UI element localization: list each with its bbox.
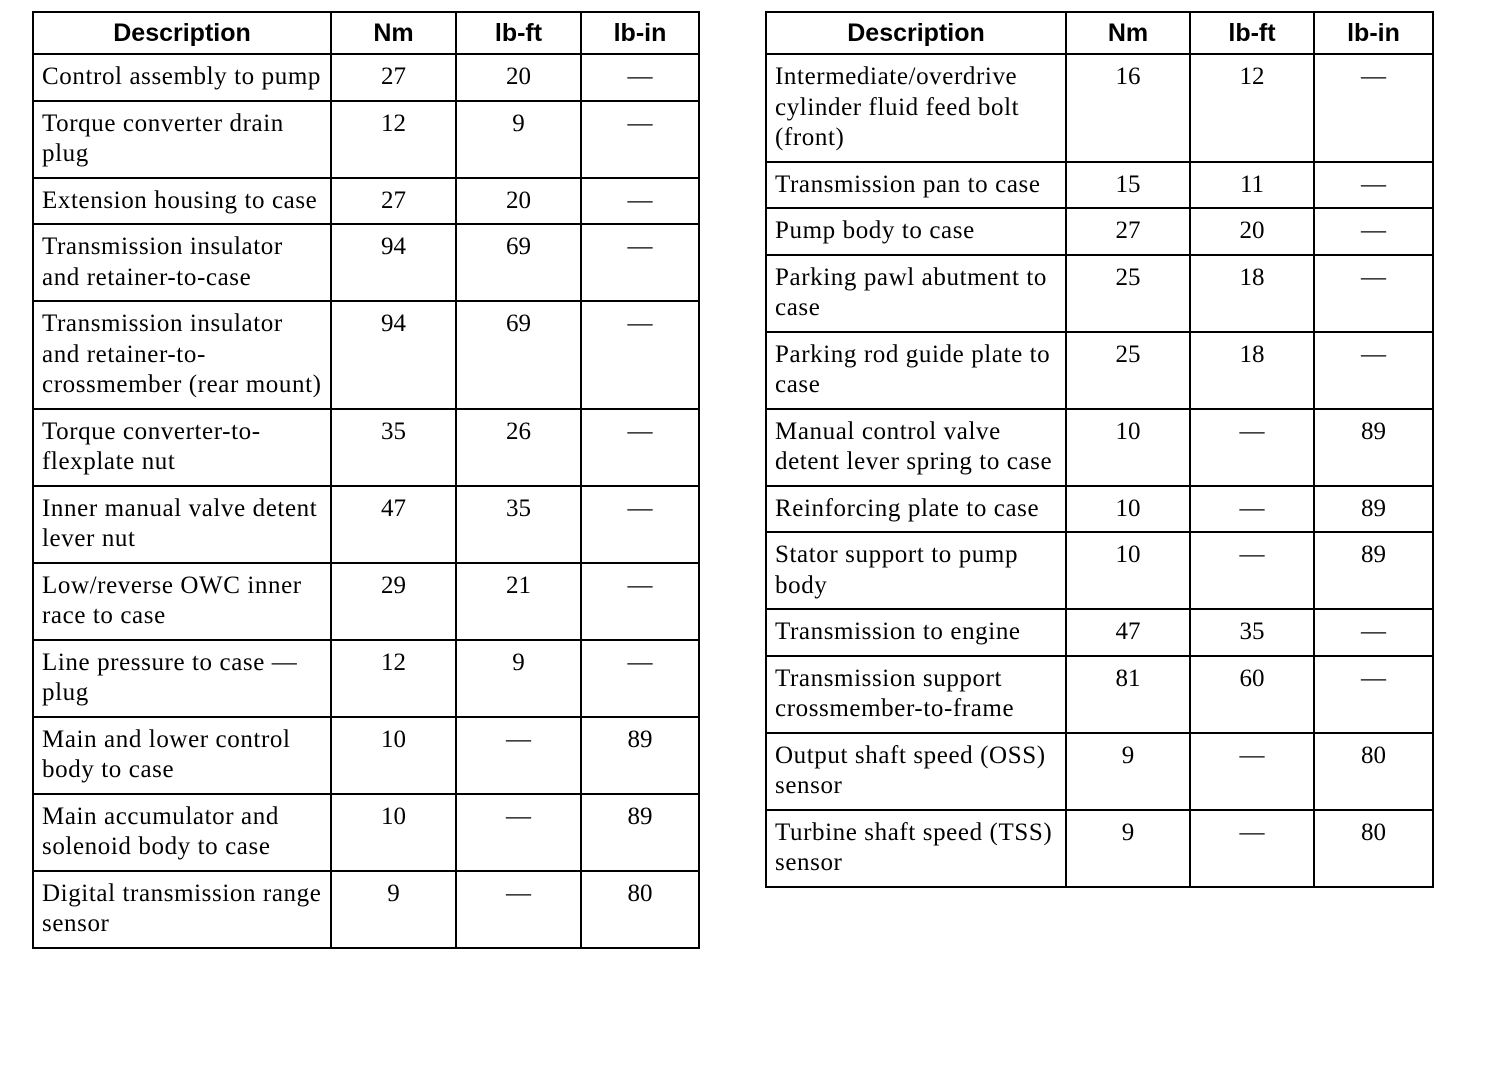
table-row (766, 162, 1433, 209)
cell-lbin: 89 (581, 717, 699, 794)
table-row (33, 563, 699, 640)
cell-nm: 27 (1066, 208, 1190, 255)
column-header-lbin: lb-in (1314, 12, 1433, 54)
cell-lbin: — (581, 301, 699, 409)
cell-description: Parking rod guide plate to case (766, 332, 1066, 409)
table-header-row (33, 12, 699, 54)
cell-nm: 35 (331, 409, 456, 486)
table-row (766, 208, 1433, 255)
cell-lbft: 69 (456, 224, 581, 301)
cell-description: Pump body to case (766, 208, 1066, 255)
column-header-nm: Nm (331, 12, 456, 54)
cell-lbft: 35 (1190, 609, 1314, 656)
cell-nm: 29 (331, 563, 456, 640)
column-header-description: Description (33, 12, 331, 54)
table-header-row (766, 12, 1433, 54)
cell-description: Reinforcing plate to case (766, 486, 1066, 533)
torque-table-left (32, 11, 700, 949)
column-header-lbft: lb-ft (1190, 12, 1314, 54)
cell-nm: 9 (331, 871, 456, 948)
cell-lbin: 89 (1314, 486, 1433, 533)
table-row (33, 486, 699, 563)
column-header-nm: Nm (1066, 12, 1190, 54)
table-row (33, 409, 699, 486)
cell-description: Torque converter drain plug (33, 101, 331, 178)
cell-lbin: — (1314, 255, 1433, 332)
cell-description: Intermediate/overdrive cylinder fluid feed bolt (front) (766, 54, 1066, 162)
cell-nm: 10 (331, 794, 456, 871)
cell-lbin: — (581, 563, 699, 640)
cell-nm: 12 (331, 640, 456, 717)
cell-lbft: 60 (1190, 656, 1314, 733)
column-header-lbin: lb-in (581, 12, 699, 54)
cell-nm: 47 (331, 486, 456, 563)
cell-lbin: — (581, 486, 699, 563)
cell-nm: 12 (331, 101, 456, 178)
cell-description: Transmission insulator and retainer-to-case (33, 224, 331, 301)
cell-description: Torque converter-to-flexplate nut (33, 409, 331, 486)
cell-lbin: — (581, 101, 699, 178)
cell-lbft: 20 (456, 54, 581, 101)
table-row (766, 486, 1433, 533)
cell-nm: 25 (1066, 332, 1190, 409)
cell-lbft: 11 (1190, 162, 1314, 209)
cell-lbft: 9 (456, 640, 581, 717)
table-row (766, 255, 1433, 332)
cell-nm: 94 (331, 301, 456, 409)
cell-lbft: 20 (1190, 208, 1314, 255)
cell-lbft: — (1190, 532, 1314, 609)
cell-lbin: 80 (1314, 810, 1433, 887)
cell-nm: 10 (1066, 532, 1190, 609)
cell-description: Digital transmission range sensor (33, 871, 331, 948)
table-row (33, 794, 699, 871)
cell-lbft: 20 (456, 178, 581, 225)
cell-lbin: 89 (1314, 532, 1433, 609)
table-row (33, 101, 699, 178)
cell-lbft: — (456, 717, 581, 794)
cell-nm: 9 (1066, 733, 1190, 810)
cell-description: Turbine shaft speed (TSS) sensor (766, 810, 1066, 887)
cell-lbft: 18 (1190, 255, 1314, 332)
cell-lbin: — (581, 178, 699, 225)
cell-nm: 27 (331, 178, 456, 225)
cell-description: Extension housing to case (33, 178, 331, 225)
cell-lbin: — (1314, 54, 1433, 162)
torque-table-right (765, 11, 1434, 888)
cell-lbft: 26 (456, 409, 581, 486)
table-row (33, 717, 699, 794)
table-row (766, 656, 1433, 733)
cell-description: Main accumulator and solenoid body to case (33, 794, 331, 871)
table-row (766, 733, 1433, 810)
cell-lbft: 18 (1190, 332, 1314, 409)
table-row (766, 409, 1433, 486)
table-row (766, 532, 1433, 609)
cell-description: Parking pawl abutment to case (766, 255, 1066, 332)
cell-description: Low/reverse OWC inner race to case (33, 563, 331, 640)
cell-description: Transmission insulator and retainer-to-crossmember (rear mount) (33, 301, 331, 409)
cell-description: Transmission support crossmember-to-frame (766, 656, 1066, 733)
cell-lbin: — (1314, 208, 1433, 255)
cell-nm: 10 (331, 717, 456, 794)
cell-lbft: — (456, 794, 581, 871)
cell-lbin: — (1314, 332, 1433, 409)
cell-nm: 47 (1066, 609, 1190, 656)
cell-description: Manual control valve detent lever spring to case (766, 409, 1066, 486)
cell-nm: 25 (1066, 255, 1190, 332)
cell-lbin: — (581, 224, 699, 301)
cell-description: Control assembly to pump (33, 54, 331, 101)
cell-lbin: 89 (581, 794, 699, 871)
cell-nm: 15 (1066, 162, 1190, 209)
cell-nm: 10 (1066, 486, 1190, 533)
table-row (33, 640, 699, 717)
cell-lbin: — (1314, 162, 1433, 209)
cell-lbft: — (1190, 486, 1314, 533)
table-row (766, 332, 1433, 409)
table-row (33, 178, 699, 225)
table-row (33, 54, 699, 101)
cell-description: Transmission to engine (766, 609, 1066, 656)
cell-nm: 81 (1066, 656, 1190, 733)
cell-lbft: 9 (456, 101, 581, 178)
table-row (33, 224, 699, 301)
cell-lbft: 69 (456, 301, 581, 409)
cell-description: Transmission pan to case (766, 162, 1066, 209)
table-row (766, 54, 1433, 162)
cell-nm: 9 (1066, 810, 1190, 887)
cell-lbin: 80 (581, 871, 699, 948)
cell-lbft: 12 (1190, 54, 1314, 162)
table-row (766, 609, 1433, 656)
cell-nm: 16 (1066, 54, 1190, 162)
cell-lbft: — (1190, 409, 1314, 486)
cell-nm: 10 (1066, 409, 1190, 486)
cell-description: Inner manual valve detent lever nut (33, 486, 331, 563)
cell-lbin: — (581, 409, 699, 486)
cell-lbft: 21 (456, 563, 581, 640)
cell-lbin: — (1314, 609, 1433, 656)
table-row (766, 810, 1433, 887)
cell-lbin: — (581, 640, 699, 717)
cell-lbin: 80 (1314, 733, 1433, 810)
table-row (33, 301, 699, 409)
cell-nm: 27 (331, 54, 456, 101)
cell-nm: 94 (331, 224, 456, 301)
cell-lbin: — (581, 54, 699, 101)
cell-lbin: 89 (1314, 409, 1433, 486)
column-header-description: Description (766, 12, 1066, 54)
cell-lbft: — (456, 871, 581, 948)
cell-lbft: — (1190, 733, 1314, 810)
cell-description: Stator support to pump body (766, 532, 1066, 609)
cell-description: Main and lower control body to case (33, 717, 331, 794)
column-header-lbft: lb-ft (456, 12, 581, 54)
table-row (33, 871, 699, 948)
cell-lbft: 35 (456, 486, 581, 563)
cell-description: Line pressure to case — plug (33, 640, 331, 717)
cell-lbft: — (1190, 810, 1314, 887)
cell-description: Output shaft speed (OSS) sensor (766, 733, 1066, 810)
cell-lbin: — (1314, 656, 1433, 733)
